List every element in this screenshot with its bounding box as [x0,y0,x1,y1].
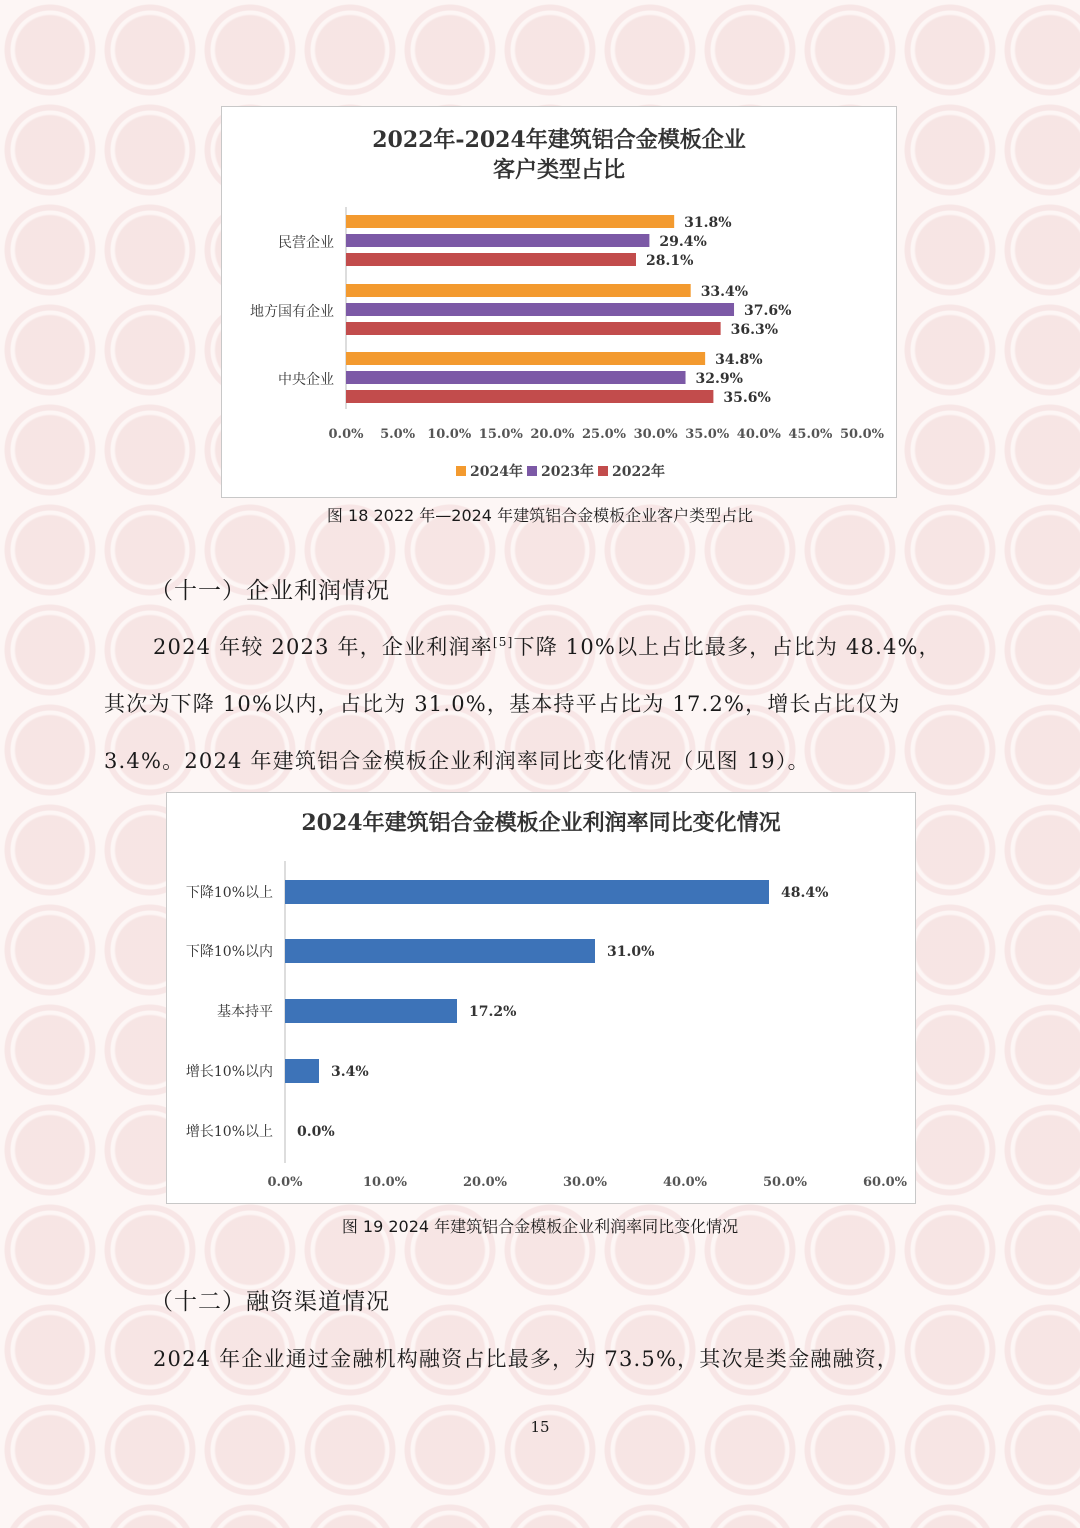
chart1-x-tick-label: 5.0% [380,427,416,442]
chart2-category-label: 增长10%以内 [185,1064,273,1080]
chart1-title-line2: 客户类型占比 [492,157,626,183]
chart2-bar [285,939,595,963]
chart1-x-tick-label: 10.0% [427,427,472,442]
chart2-x-tick-label: 10.0% [362,1175,408,1190]
chart1-legend-swatch [527,466,537,476]
chart1-data-label: 28.1% [645,253,694,269]
figure-19-caption: 图 19 2024 年建筑铝合金模板企业利润率同比变化情况 [341,1217,739,1236]
chart2-bar [285,999,457,1023]
chart1-legend-label: 2024年 [470,464,523,480]
chart1-bar [346,303,734,316]
chart2-x-tick-label: 50.0% [762,1175,808,1190]
chart2-data-label: 48.4% [781,885,829,901]
chart1-data-label: 35.6% [723,390,771,406]
chart2-data-label: 3.4% [331,1064,369,1080]
chart1-category-label: 地方国有企业 [250,304,334,320]
chart2-data-label: 17.2% [469,1004,517,1020]
line1-part-b: 下降 10%以上占比最多，占比为 48.4%， [513,635,941,659]
chart2-data-label: 0.0% [297,1124,335,1140]
chart2-title: 2024年建筑铝合金模板企业利润率同比变化情况 [301,810,781,836]
chart1-category-label: 民营企业 [278,235,334,251]
chart2-x-tick-label: 60.0% [862,1175,908,1190]
chart-customer-type [221,106,897,498]
chart2-category-label: 下降10%以上 [185,885,273,901]
chart2-x-tick-label: 20.0% [462,1175,508,1190]
chart1-x-tick-label: 20.0% [530,427,575,442]
chart1-x-tick-label: 30.0% [633,427,678,442]
chart2-bar [285,880,769,904]
chart1-bar [346,322,721,335]
figure-18-caption: 图 18 2022 年—2024 年建筑铝合金模板企业客户类型占比 [326,506,754,525]
chart2-x-tick-label: 40.0% [662,1175,708,1190]
page-number: 15 [530,1418,550,1436]
chart1-legend-label: 2023年 [541,464,594,480]
chart2-x-tick-label: 0.0% [267,1175,303,1190]
chart1-x-tick-label: 0.0% [328,427,364,442]
chart2-bar [285,1059,319,1083]
section-11-heading: （十一）企业利润情况 [150,578,390,604]
chart2-category-label: 增长10%以上 [185,1124,273,1140]
chart-profit-change [166,792,916,1204]
chart1-title-line1: 2022年-2024年建筑铝合金模板企业 [372,127,746,153]
chart2-svg [167,793,915,1203]
chart1-bar [346,253,636,266]
chart1-data-label: 34.8% [715,352,763,368]
section-12-line-1: 2024 年企业通过金融机构融资占比最多，为 73.5%，其次是类金融融资， [153,1347,900,1371]
chart2-category-label: 基本持平 [217,1004,273,1020]
section-11-line-3: 3.4%。2024 年建筑铝合金模板企业利润率同比变化情况（见图 19）。 [104,749,810,773]
chart1-x-tick-label: 25.0% [581,427,627,442]
chart2-data-label: 31.0% [607,944,655,960]
chart1-data-label: 32.9% [695,371,743,387]
section-12-heading: （十二）融资渠道情况 [150,1289,390,1315]
chart1-data-label: 33.4% [700,284,749,300]
chart1-bar [346,234,649,247]
chart1-bar [346,352,705,365]
chart1-legend-label: 2022年 [612,464,665,480]
chart1-category-label: 中央企业 [278,372,334,388]
chart1-x-tick-label: 50.0% [839,427,885,442]
chart1-legend-swatch [456,466,466,476]
footnote-ref[interactable]: [5] [492,635,514,649]
chart1-data-label: 31.8% [684,215,732,231]
chart1-data-label: 36.3% [730,322,779,338]
chart1-bar [346,390,713,403]
chart1-bar [346,284,691,297]
chart1-x-tick-label: 15.0% [478,427,523,442]
chart1-bar [346,371,686,384]
chart1-x-tick-label: 45.0% [788,427,833,442]
line1-part-a: 2024 年较 2023 年，企业利润率 [153,635,493,659]
chart1-legend-swatch [598,466,608,476]
chart1-x-tick-label: 40.0% [736,427,781,442]
chart1-data-label: 29.4% [659,234,707,250]
section-11-line-2: 其次为下降 10%以内，占比为 31.0%，基本持平占比为 17.2%，增长占比仅为 [104,692,901,716]
chart2-category-label: 下降10%以内 [185,944,273,960]
chart1-data-label: 37.6% [744,303,792,319]
chart1-x-tick-label: 35.0% [685,427,730,442]
section-11-line-1 [153,631,941,661]
chart1-bar [346,215,674,228]
chart2-x-tick-label: 30.0% [562,1175,608,1190]
chart1-svg [222,107,896,497]
